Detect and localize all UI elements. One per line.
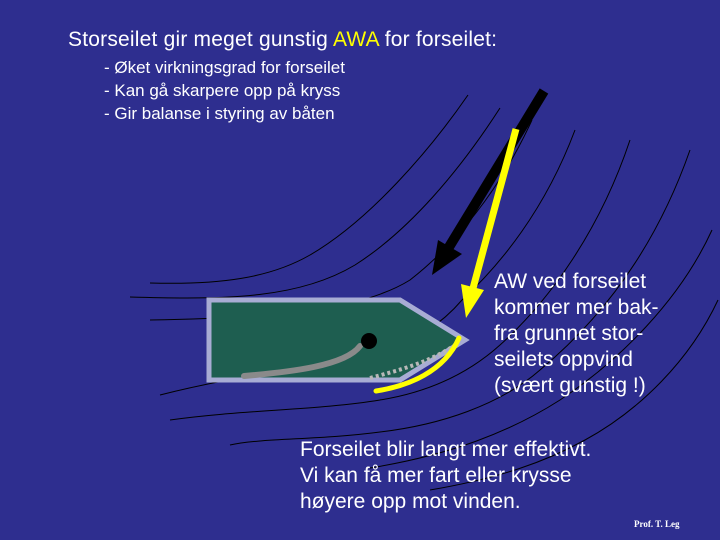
boat-hull: [209, 300, 465, 380]
note-line: fra grunnet stor-: [494, 322, 644, 345]
bullet-item: - Øket virkningsgrad for forseilet: [104, 58, 345, 77]
author-credit: Prof. T. Leg: [634, 519, 680, 529]
mast-dot: [361, 333, 377, 349]
conclusion-line: høyere opp mot vinden.: [300, 490, 521, 513]
bullet-list: [104, 56, 345, 125]
title-highlight-awa: AWA: [332, 28, 379, 51]
note-line: kommer mer bak-: [494, 296, 659, 319]
title-before: Storseilet gir meget gunstig: [68, 28, 333, 51]
apparent-wind-note: [494, 269, 659, 399]
title-after: for forseilet:: [378, 28, 498, 51]
slide-title: [68, 28, 497, 52]
streamline: [130, 108, 500, 298]
note-line: AW ved forseilet: [494, 270, 647, 293]
note-line: (svært gunstig !): [494, 374, 646, 397]
conclusion-text: [300, 437, 591, 515]
conclusion-line: Forseilet blir langt mer effektivt.: [300, 438, 592, 461]
note-line: seilets oppvind: [494, 348, 633, 371]
bullet-item: - Kan gå skarpere opp på kryss: [104, 81, 341, 100]
bullet-item: - Gir balanse i styring av båten: [104, 104, 335, 123]
black-arrow-icon: [432, 91, 544, 275]
conclusion-line: Vi kan få mer fart eller krysse: [300, 464, 572, 487]
